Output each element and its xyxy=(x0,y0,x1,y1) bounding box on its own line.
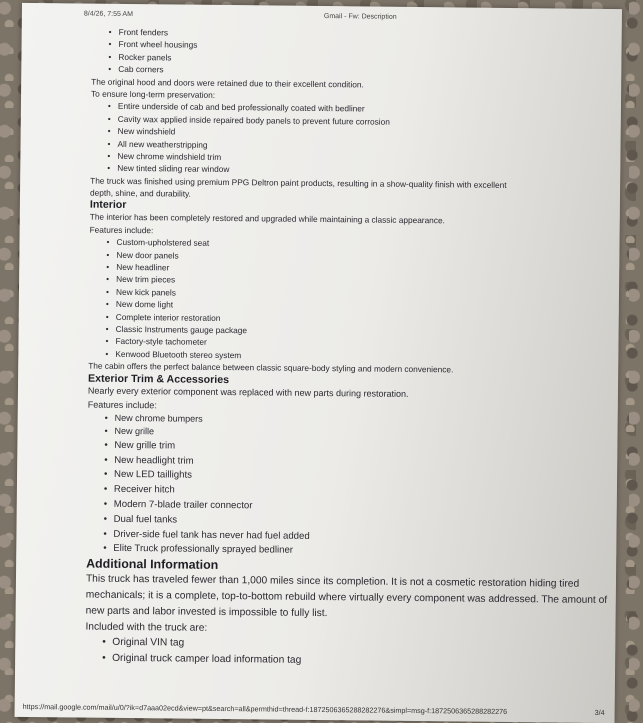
list-item: • Receiver hitch xyxy=(87,483,587,503)
section-heading-interior: Interior xyxy=(89,198,127,211)
paragraph: The truck was finished using premium PPG Deltron paint products, resulting in a show-quality finish with excellent depth, shine, and durability. xyxy=(89,175,507,199)
features-label: Features include: xyxy=(89,224,154,236)
list-item: • New chrome windshield trim xyxy=(90,150,590,168)
paragraph: The cabin offers the perfect balance between classic square-body styling and modern convenience. xyxy=(88,360,454,375)
list-item: • Custom-upholstered seat xyxy=(89,236,589,254)
list-item: • New headlight trim xyxy=(87,453,587,473)
preservation-list xyxy=(90,100,591,180)
list-item: • Kenwood Bluetooth stereo system xyxy=(88,347,588,365)
list-item: • New chrome bumpers xyxy=(88,412,588,431)
paragraph: The interior has been completely restored and upgraded while maintaining a classic appearance. xyxy=(89,211,445,226)
printed-page xyxy=(15,3,622,723)
paragraph: This truck has traveled fewer than 1,000 miles since its completion. It is not a cosmetic restoration hiding tired mechanicals; it is a complete, top-to-bottom rebuild where virtually every component was addressed. The amount of new parts and labor invested is impossible to fully list. xyxy=(85,573,608,619)
list-item: • Driver-side fuel tank has never had fuel added xyxy=(86,527,586,547)
print-date: 8/4/26, 7:55 AM xyxy=(83,10,133,19)
list-item: • New grille xyxy=(87,425,587,444)
section-heading-additional: Additional Information xyxy=(86,556,219,573)
features-label: Features include: xyxy=(87,399,157,410)
list-item: • Entire underside of cab and bed professionally coated with bedliner xyxy=(91,100,591,118)
list-item: • Complete interior restoration xyxy=(89,310,589,328)
paragraph: Nearly every exterior component was replaced with new parts during restoration. xyxy=(87,385,409,400)
interior-list xyxy=(88,236,589,365)
page-number: 3/4 xyxy=(594,707,605,717)
list-item: • New grille trim xyxy=(87,438,587,458)
list-item: • Front fenders xyxy=(92,26,592,44)
list-item: • Original truck camper load information tag xyxy=(85,651,585,672)
body-repair-list xyxy=(91,26,591,81)
included-label: Included with the truck are: xyxy=(85,621,208,634)
print-url: https://mail.google.com/mail/u/0/?ik=d7aaa02ecd&view=pt&search=all&permthid=thread-f:1872506365288282276&simpl=msg-f:1872506365288282276 xyxy=(22,701,508,716)
list-item: • Elite Truck professionally sprayed bedliner xyxy=(86,542,586,562)
list-item: • New dome light xyxy=(89,298,589,316)
list-item: • Front wheel housings xyxy=(92,38,592,56)
list-item: • Original VIN tag xyxy=(85,635,585,656)
list-item: • Classic Instruments gauge package xyxy=(89,323,589,341)
print-subject: Gmail - Fw: Description xyxy=(323,13,397,21)
list-item: • New kick panels xyxy=(89,285,589,303)
print-footer xyxy=(23,702,605,717)
list-item: • All new weatherstripping xyxy=(90,137,590,155)
list-item: • New door panels xyxy=(89,248,589,266)
list-item: • New tinted sliding rear window xyxy=(90,162,590,180)
list-item: • Dual fuel tanks xyxy=(87,512,587,532)
exterior-list xyxy=(86,412,587,562)
list-item: • Rocker panels xyxy=(91,50,591,68)
list-item: • New LED taillights xyxy=(87,468,587,488)
list-item: • New windshield xyxy=(91,125,591,143)
list-item: • Cab corners xyxy=(91,63,591,81)
included-list xyxy=(85,635,585,672)
paragraph: The original hood and doors were retained due to their excellent condition. xyxy=(91,76,364,90)
print-header xyxy=(83,10,582,21)
email-body xyxy=(85,26,608,672)
list-item: • Cavity wax applied inside repaired body panels to prevent future corrosion xyxy=(91,112,591,130)
list-item: • Factory-style tachometer xyxy=(88,335,588,353)
list-item: • New trim pieces xyxy=(89,273,589,291)
list-item: • Modern 7-blade trailer connector xyxy=(87,498,587,518)
paragraph: To ensure long-term preservation: xyxy=(91,88,216,100)
section-heading-exterior: Exterior Trim & Accessories xyxy=(88,372,230,386)
list-item: • New headliner xyxy=(89,261,589,279)
